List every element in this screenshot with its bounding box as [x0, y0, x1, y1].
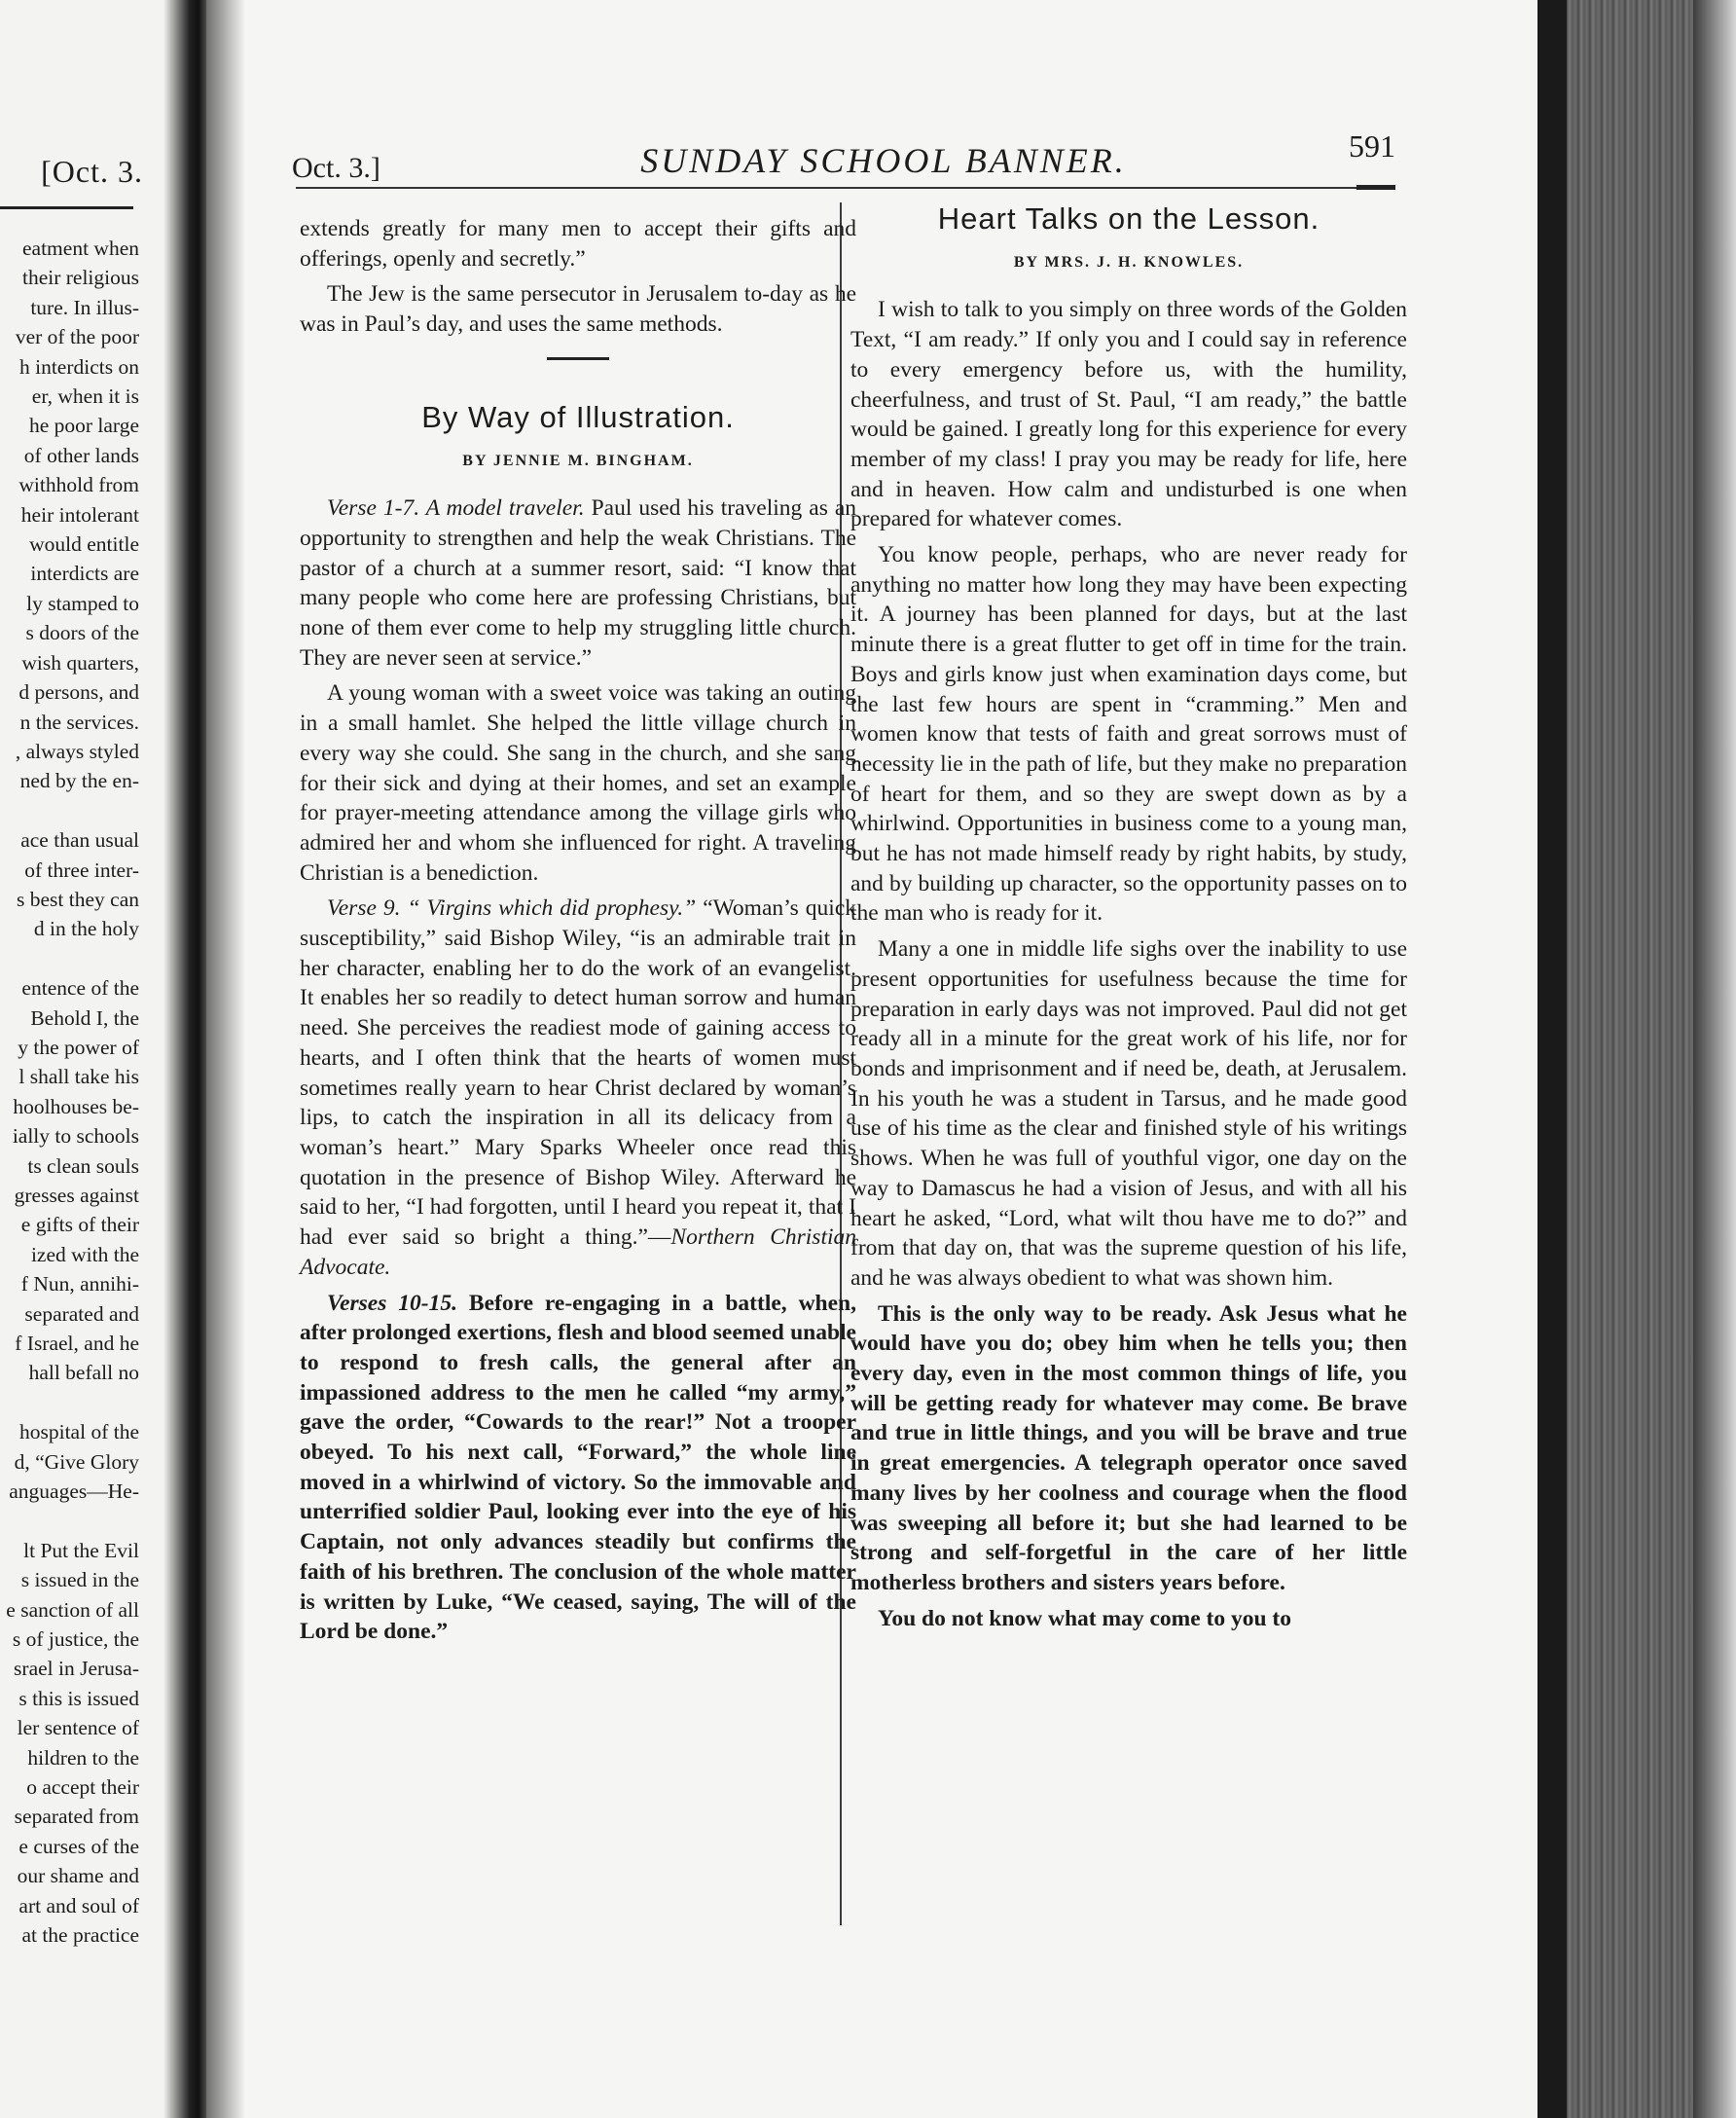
left-page-line: wish quarters, [21, 650, 139, 675]
article-title: Heart Talks on the Lesson. [937, 201, 1320, 236]
left-page-line: l shall take his [18, 1065, 139, 1089]
running-head-date: Oct. 3.] [292, 152, 380, 184]
left-page-line: o accept their [26, 1775, 139, 1800]
left-page-line: ver of the poor [15, 325, 139, 349]
left-page-line: gresses against [14, 1183, 139, 1207]
verse-reference: Verse 9. “ Virgins which did prophesy.” [327, 895, 697, 922]
left-page-line: e gifts of their [20, 1213, 139, 1237]
left-page-line: separated from [14, 1805, 139, 1829]
left-page-line: he poor large [28, 414, 139, 438]
left-page-line: s issued in the [20, 1568, 139, 1592]
left-page-line: s this is issued [18, 1686, 139, 1710]
paragraph-text: Paul used his traveling as an opportunity to strengthen and help the weak Christians. The pastor of a church at a summer resort, said: “I know that many people who come here are professing Christians, but none of them ever come to help my struggling little church. They are never seen at service.” [300, 495, 856, 671]
left-page-line: art and soul of [18, 1893, 139, 1917]
left-page-line: hall befall no [28, 1361, 139, 1385]
paragraph [300, 493, 856, 673]
book-page [206, 0, 1561, 2118]
left-page-line: s doors of the [25, 621, 139, 645]
left-page-line [0, 796, 139, 825]
section-divider [547, 357, 609, 360]
left-page-line: ized with the [30, 1242, 139, 1266]
left-page-text [0, 234, 139, 1951]
left-page-line [0, 1506, 139, 1535]
article-byline: BY JENNIE M. BINGHAM. [462, 452, 694, 469]
left-page-line: hoolhouses be- [13, 1094, 139, 1118]
left-page-line: f Nun, annihi- [20, 1272, 139, 1296]
paragraph [300, 1289, 856, 1647]
left-page-line: Behold I, the [30, 1005, 139, 1030]
left-page-line: of three inter- [24, 858, 139, 882]
left-page-line: ler sentence of [17, 1716, 139, 1740]
left-page-line: f Israel, and he [15, 1332, 139, 1355]
left-page-line: y the power of [18, 1035, 139, 1059]
left-page-line: would entitle [29, 532, 139, 557]
left-page-header: [Oct. 3. [41, 154, 143, 189]
left-page-line: ace than usual [20, 828, 139, 853]
left-page-line: of other lands [23, 443, 139, 467]
left-page-line: d, “Give Glory [14, 1449, 139, 1474]
left-page-line: d in the holy [33, 917, 139, 941]
left-page-line: srael in Jerusa- [14, 1657, 139, 1681]
article-title: By Way of Illustration. [421, 399, 735, 434]
page-number: 591 [1349, 128, 1395, 164]
paragraph: This is the only way to be ready. Ask Jesus what he would have you do; obey him when he tells you; then every day, even in the most common things of life, you will be getting ready for whatever may come. Be brave and true in little things, and you will be brave and true in great emergencies. A telegraph operator once saved many lives by her coolness and courage when the flood was sweeping all before it; but she had learned to be strong and self-forgetful in the care of her little motherless brothers and sisters years before. [850, 1300, 1407, 1595]
intro-paragraph: The Jew is the same persecutor in Jerusalem to-day as he was in Paul’s day, and uses the same methods. [300, 281, 856, 338]
paragraph: A young woman with a sweet voice was taking an outing in a small hamlet. She helped the little village church in every way she could. She sang in the church, and she sang for their sick and dying at their homes, and set an example for prayer-meeting attendance among the village girls who admired her and whom she influenced for right. A traveling Christian is a benediction. [300, 680, 856, 886]
verse-reference: Verse 1-7. A model traveler. [327, 495, 585, 522]
header-rule [296, 187, 1395, 189]
left-page-line: h interdicts on [18, 354, 139, 379]
left-page-line: lt Put the Evil [23, 1538, 139, 1562]
left-page-line: ly stamped to [26, 591, 139, 615]
left-page-line: heir intolerant [20, 502, 139, 527]
article-byline: BY MRS. J. H. KNOWLES. [1013, 253, 1245, 271]
running-head-title: SUNDAY SCHOOL BANNER. [640, 141, 1127, 180]
left-page-line: , always styled [15, 739, 139, 763]
left-page-line [0, 1388, 139, 1417]
verse-reference: Verses 10-15. [327, 1290, 457, 1316]
left-page-line: d persons, and [18, 680, 139, 705]
left-page-line: our shame and [17, 1864, 139, 1888]
left-page-line: hildren to the [27, 1745, 139, 1770]
left-page-line: n the services. [19, 710, 139, 734]
left-page-line: e curses of the [18, 1834, 139, 1858]
paragraph: Many a one in middle life sighs over the inability to use present opportunities for usefulness because the time for preparation in early days was not improved. Paul did not get ready all in a minute for the great work of his life, nor for bonds and imprisonment and if need be, death, at Jerusalem. In his youth he was a student in Tarsus, and he made good use of his time as the clear and finished style of his writings shows. When he was full of youthful vigor, one day on the way to Damascus he had a vision of Jesus, and with all his heart he asked, “Lord, what wilt thou have me to do?” and from that day on, that was the supreme question of his life, and he was always obedient to what was shown him. [850, 936, 1407, 1291]
left-page-line: er, when it is [31, 384, 139, 409]
left-page-line: s of justice, the [12, 1627, 139, 1652]
left-page-line: at the practice [21, 1923, 139, 1948]
left-page-line: s best they can [17, 887, 139, 911]
left-header-rule [0, 206, 133, 209]
paragraph-text: “Woman’s quick susceptibility,” said Bishop Wiley, “is an admirable trait in her character, enabling her to do the work of an evangelist. It enables her so readily to detect human sorrow and human need. She perceives the readiest mode of gaining access to hearts, and I often think that the hearts of women must sometimes really yearn to hear Christ declared by woman’s lips, to catch the inspiration in all its delicacy from a woman’s heart.” Mary Sparks Wheeler once read this quotation in the presence of Bishop Wiley. Afterward he said to her, “I had forgotten, until I heard you repeat it, that I had ever said so bright a thing.”— [300, 895, 856, 1251]
source-citation: Northern Christian Advocate. [300, 1224, 857, 1280]
left-page-line: their religious [21, 266, 139, 290]
left-page-line: separated and [24, 1301, 139, 1326]
left-page-line [0, 944, 139, 973]
left-page-line: hospital of the [18, 1420, 139, 1444]
paragraph [300, 894, 856, 1282]
book-edge-shadow [1537, 0, 1567, 2118]
paragraph: You do not know what may come to you to [878, 1605, 1291, 1631]
paragraph-text: Before re-engaging in a battle, when, after prolonged exertions, flesh and blood seemed unable to respond to fresh calls, the general after an impassioned address to the men he called “my army,” gave the order, “Cowards to the rear!” Not a trooper obeyed. To his next call, “Forward,” the whole line moved in a whirlwind of victory. So the immovable and unterrified soldier Paul, looking ever into the eye of his Captain, not only advances steadily but confirms the faith of his brethren. The conclusion of the whole matter is written by Luke, “We ceased, saying, The will of the Lord be done.” [300, 1290, 856, 1645]
left-page-line: anguages—He- [9, 1479, 139, 1504]
paragraph: I wish to talk to you simply on three words of the Golden Text, “I am ready.” If only you and I could say in reference to every emergency before us, with the humility, cheerfulness, and trust of St. Paul, “I am ready,” the battle would be gained. I greatly long for this experience for every member of my class! I pray you may be ready for life, here and in heaven. How calm and undisturbed is one when prepared for whatever comes. [850, 297, 1407, 532]
left-page-line: ned by the en- [19, 769, 139, 793]
intro-paragraph: extends greatly for many men to accept their gifts and offerings, openly and secretly.” [300, 216, 856, 272]
left-page-line: entence of the [21, 976, 139, 1001]
book-edge-highlight [1693, 0, 1736, 2118]
left-page-line: ture. In illus- [30, 295, 139, 319]
left-page-line: interdicts are [30, 562, 139, 586]
left-page-line: eatment when [22, 237, 139, 260]
left-page-line: e sanction of all [6, 1597, 139, 1622]
right-column [850, 201, 1407, 1633]
paragraph: You know people, perhaps, who are never ready for anything no matter how long they may have been expecting it. A journey has been planned for days, but at the last minute there is a great flutter to get off in time for the train. Boys and girls know just when examination days come, but the last few hours are spent in “cramming.” Men and women know that tests of faith and great sorrows must of necessity lie in the path of life, but they make no preparation of heart for them, and so they are swept down as by a whirlwind. Opportunities in business come to a young man, but he has not made himself ready by right habits, by study, and by building up character, so the opportunity passes on to the man who is ready for it. [850, 542, 1407, 927]
left-page-line: withhold from [18, 473, 139, 497]
left-page-line: ts clean souls [27, 1153, 139, 1178]
left-column [300, 214, 856, 1647]
left-page-line: ially to schools [12, 1124, 139, 1149]
